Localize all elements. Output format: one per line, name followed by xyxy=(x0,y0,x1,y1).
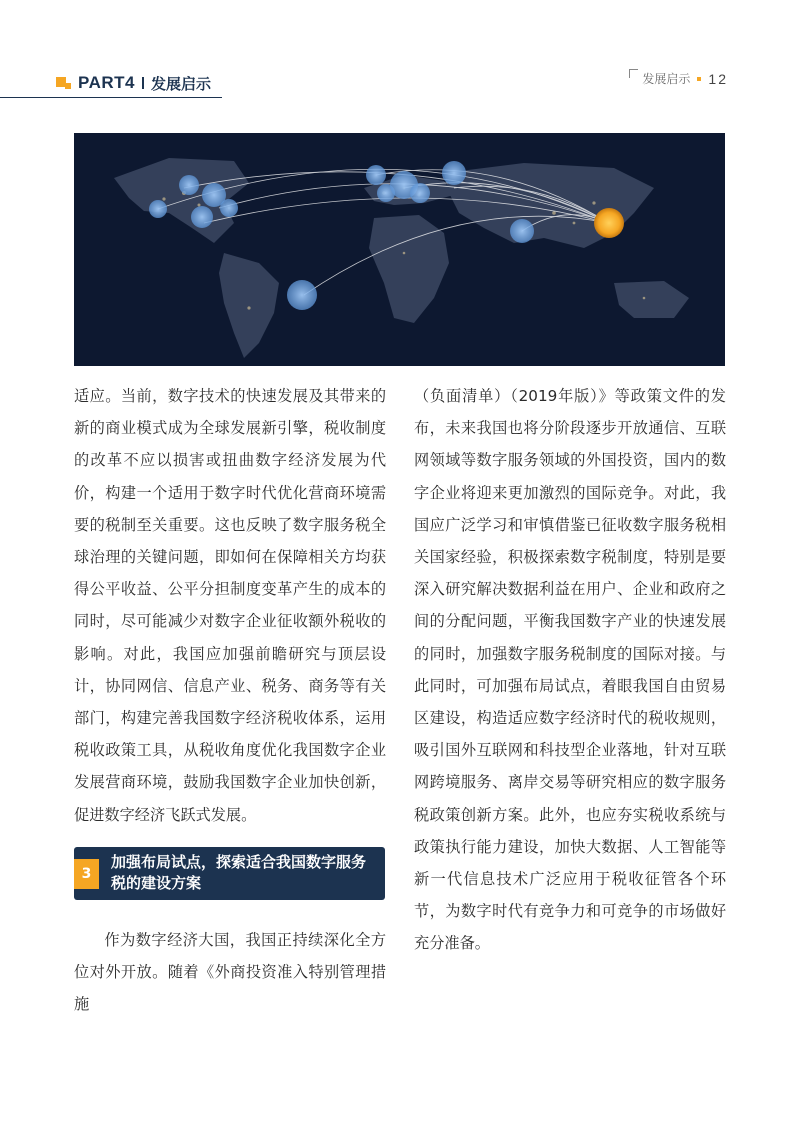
left-column xyxy=(74,380,386,831)
section-number: 3 xyxy=(74,859,99,889)
right-column xyxy=(414,380,726,960)
header-rule xyxy=(0,97,222,98)
body-paragraph: 适应。当前，数字技术的快速发展及其带来的新的商业模式成为全球发展新引擎，税收制度的改革不应以损害或扭曲数字经济发展为代价，构建一个适用于数字时代优化营商环境需要的税制至关重要。这也反映了数字服务税全球治理的关键问题，即如何在保障相关方均获得公平收益、公平分担制度变革产生的成本的同时，尽可能减少对数字企业征收额外税收的影响。对此，我国应加强前瞻研究与顶层设计，协同网信、信息产业、税务、商务等有关部门，构建完善我国数字经济税收体系，运用税收政策工具，从税收角度优化我国数字企业发展营商环境，鼓励我国数字企业加快创新，促进数字经济飞跃式发展。 xyxy=(74,387,386,824)
corner-bracket-icon xyxy=(629,69,638,78)
part-label: PART4 xyxy=(78,73,135,92)
section-title: 加强布局试点，探索适合我国数字服务税的建设方案 xyxy=(111,853,367,892)
china-hub-marker xyxy=(594,208,624,238)
brand-squares-icon xyxy=(56,75,72,91)
header-right xyxy=(629,70,728,87)
header-left xyxy=(56,68,211,98)
running-title: 发展启示 xyxy=(642,72,691,86)
section-heading xyxy=(74,847,385,900)
world-map-image xyxy=(74,133,725,366)
body-paragraph: 作为数字经济大国，我国正持续深化全方位对外开放。随着《外商投资准入特别管理措施 xyxy=(74,931,386,1014)
dot-icon xyxy=(697,77,701,81)
header-separator xyxy=(142,77,144,89)
body-paragraph: （负面清单）（2019年版）》等政策文件的发布，未来我国也将分阶段逐步开放通信、互联网领域等数字服务领域的外国投资，国内的数字企业将迎来更加激烈的国际竞争。对此，我国应广泛学习和审慎借鉴已征收数字服务税相关国家经验，积极探索数字税制度，特别是要深入研究解决数据利益在用户、企业和政府之间的分配问题，平衡我国数字产业的快速发展的同时，加强数字服务税制度的国际对接。与此同时，可加强布局试点，着眼我国自由贸易区建设，构造适应数字经济时代的税收规则，吸引国外互联网和科技型企业落地，针对互联网跨境服务、离岸交易等研究相应的数字服务税政策创新方案。此外，也应夯实税收系统与政策执行能力建设，加快大数据、人工智能等新一代信息技术广泛应用于税收征管各个环节，为数字时代有竞争力和可竞争的市场做好充分准备。 xyxy=(414,387,726,953)
page-number: 12 xyxy=(708,70,728,87)
left-column-continuation xyxy=(74,924,386,1021)
section-label: 发展启示 xyxy=(150,74,211,93)
